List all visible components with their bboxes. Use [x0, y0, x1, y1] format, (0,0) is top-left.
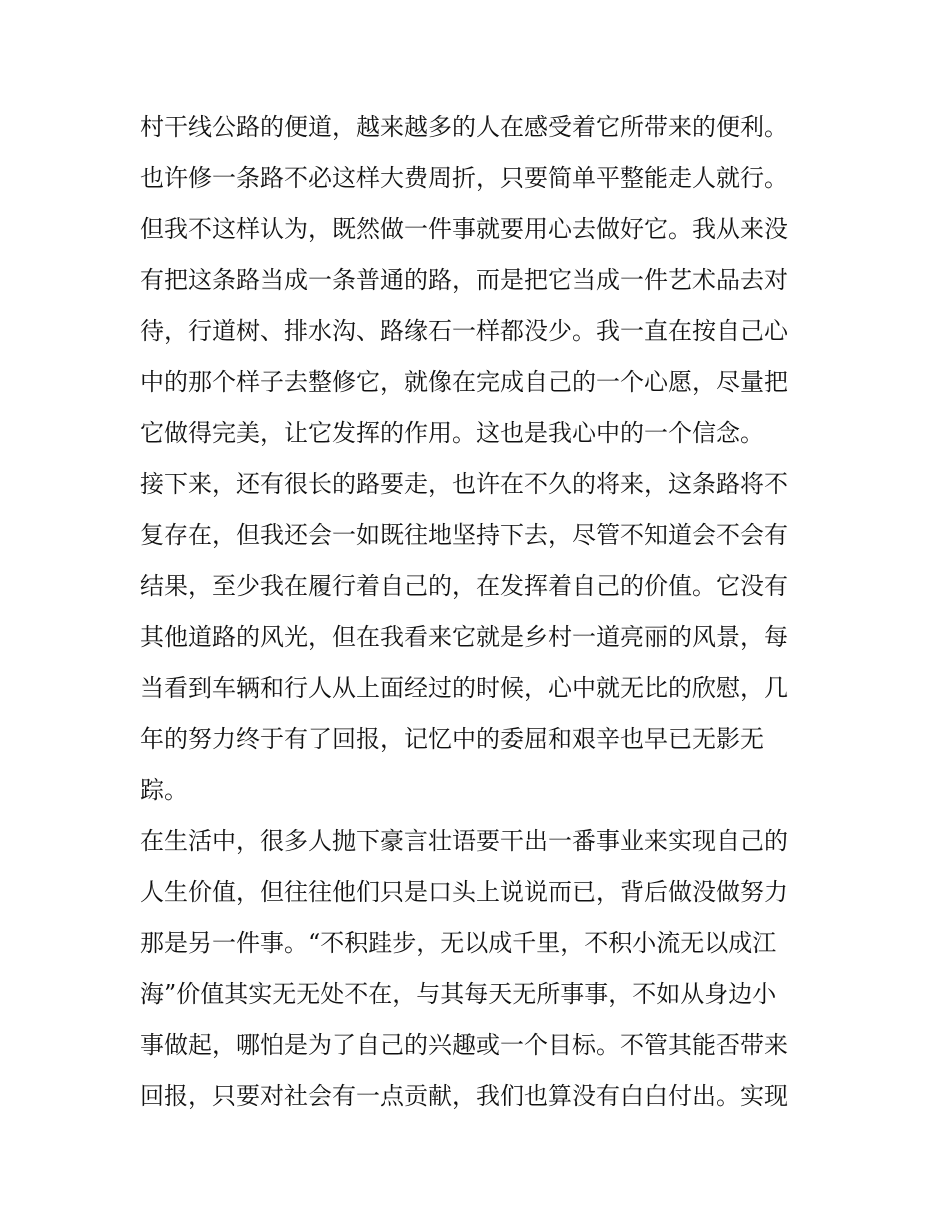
text-line: 它做得完美，让它发挥的作用。这也是我心中的一个信念。: [140, 419, 764, 447]
text-line: 在生活中，很多人抛下豪言壮语要干出一番事业来实现自己的: [140, 827, 788, 855]
text-line: 中的那个样子去整修它，就像在完成自己的一个心愿，尽量把: [140, 368, 788, 396]
text-line: 接下来，还有很长的路要走，也许在不久的将来，这条路将不: [140, 470, 788, 498]
text-line: 回报，只要对社会有一点贡献，我们也算没有白白付出。实现: [140, 1082, 788, 1110]
text-line: 村干线公路的便道，越来越多的人在感受着它所带来的便利。: [140, 113, 788, 141]
text-line: 复存在，但我还会一如既往地坚持下去，尽管不知道会不会有: [140, 521, 788, 549]
text-line: 其他道路的风光，但在我看来它就是乡村一道亮丽的风景，每: [140, 623, 788, 651]
text-line: 也许修一条路不必这样大费周折，只要简单平整能走人就行。: [140, 164, 788, 192]
text-line: 当看到车辆和行人从上面经过的时候，心中就无比的欣慰，几: [140, 674, 788, 702]
text-line: 人生价值，但往往他们只是口头上说说而已，背后做没做努力: [140, 878, 788, 906]
text-line: 待，行道树、排水沟、路缘石一样都没少。我一直在按自己心: [140, 317, 788, 345]
text-line: 那是另一件事。“不积跬步，无以成千里，不积小流无以成江: [140, 929, 777, 957]
text-line: 结果，至少我在履行着自己的，在发挥着自己的价值。它没有: [140, 572, 788, 600]
text-line: 事做起，哪怕是为了自己的兴趣或一个目标。不管其能否带来: [140, 1031, 788, 1059]
text-line: 踪。: [140, 776, 188, 804]
text-line: 年的努力终于有了回报，记忆中的委屈和艰辛也早已无影无: [140, 725, 764, 753]
body-text: [140, 102, 820, 1122]
text-line: 海”价值其实无无处不在，与其每天无所事事，不如从身边小: [140, 980, 777, 1008]
text-line: 但我不这样认为，既然做一件事就要用心去做好它。我从来没: [140, 215, 788, 243]
text-line: 有把这条路当成一条普通的路，而是把它当成一件艺术品去对: [140, 266, 788, 294]
